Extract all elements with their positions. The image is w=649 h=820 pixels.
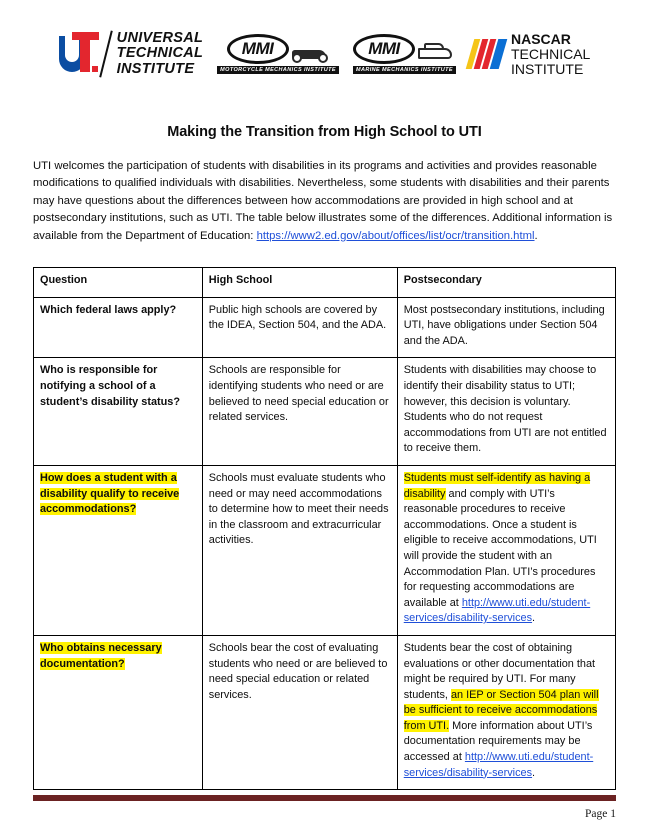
uti-logo bbox=[59, 31, 204, 78]
postsecondary-highlight: an IEP or Section 504 plan will be sufficient to receive accommodations from UTI. bbox=[403, 688, 599, 732]
column-header-question: Question bbox=[34, 268, 203, 298]
nascar-wordmark-line2: TECHNICAL bbox=[510, 45, 591, 62]
comparison-table bbox=[33, 267, 616, 790]
row-question bbox=[34, 635, 203, 789]
row-question-highlight: How does a student with a disability qualify to receive accommodations? bbox=[40, 471, 180, 516]
uti-wordmark bbox=[117, 31, 204, 78]
mmi-marine-mark: MMI bbox=[353, 34, 415, 64]
row-question-highlight: Who obtains necessary documentation? bbox=[40, 641, 162, 670]
table-row bbox=[34, 635, 616, 789]
table-header-row bbox=[34, 268, 616, 298]
uti-wordmark-line2: TECHNICAL bbox=[116, 45, 204, 62]
boat-icon bbox=[416, 42, 456, 64]
row-high-school: Schools are responsible for identifying students who need or are believed to need special education or related services. bbox=[202, 358, 397, 466]
uti-mark-icon bbox=[59, 32, 101, 76]
mmi-marine-subtitle: MARINE MECHANICS INSTITUTE bbox=[353, 66, 456, 74]
intro-paragraph bbox=[33, 158, 616, 245]
table-row bbox=[34, 465, 616, 635]
page-number: Page 1 bbox=[585, 808, 616, 820]
row-postsecondary: Most postsecondary institutions, including UTI, have obligations under Section 504 and the ADA. bbox=[397, 297, 615, 358]
postsecondary-text-post: . bbox=[532, 766, 536, 779]
row-high-school: Schools must evaluate students who need or may need accommodations to determine how to meet their needs in the classroom and extracurricular activities. bbox=[202, 465, 397, 635]
department-of-education-link[interactable]: https://www2.ed.gov/about/offices/list/ocr/transition.html bbox=[256, 229, 535, 242]
disability-services-link[interactable]: http://www.uti.edu/student-services/disability-services bbox=[403, 596, 591, 625]
uti-wordmark-line1: UNIVERSAL bbox=[116, 29, 204, 46]
uti-wordmark-line3: INSTITUTE bbox=[116, 60, 195, 77]
postsecondary-text-mid: and comply with UTI’s reasonable procedures to receive accommodations. Once a student is eligible to receive accommodations, UTI will provide the student with an Accommodation Plan. UTI’s procedures for requesting accommodations are available at bbox=[403, 487, 597, 609]
logo-strip bbox=[0, 0, 649, 96]
column-header-high-school: High School bbox=[202, 268, 397, 298]
nascar-wordmark-line3: INSTITUTE bbox=[510, 60, 584, 77]
postsecondary-highlight: Students must self-identify as having a disability bbox=[403, 471, 591, 500]
table-row bbox=[34, 358, 616, 466]
intro-text-part2: . bbox=[534, 229, 538, 242]
table-row bbox=[34, 297, 616, 358]
mmi-motorcycle-mark: MMI bbox=[227, 34, 289, 64]
postsecondary-text-pre: Students bear the cost of obtaining evaluations or other documentation that might be required by UTI. For many students, bbox=[403, 641, 596, 701]
page-body bbox=[0, 124, 649, 790]
row-high-school: Public high schools are covered by the IDEA, Section 504, and the ADA. bbox=[202, 297, 397, 358]
motorcycle-icon bbox=[290, 42, 330, 64]
disability-services-link[interactable]: http://www.uti.edu/student-services/disability-services bbox=[403, 751, 594, 779]
mmi-motorcycle-logo bbox=[217, 34, 339, 74]
mmi-marine-logo bbox=[353, 34, 456, 74]
nascar-wordmark-line1: NASCAR bbox=[510, 30, 571, 47]
nascar-logo bbox=[470, 32, 590, 77]
intro-text-part1: UTI welcomes the participation of students with disabilities in its programs and activities and provides reasonable modifications to qualified individuals with disabilities. Nevertheless, some students with disabilities and their parents may have questions about the differences between how accommodations are provided in high school and at postsecondary institutions, such as UTI. The table below illustrates some of the differences. Additional information is available from the Department of Education: bbox=[33, 160, 613, 242]
page-title: Making the Transition from High School to UTI bbox=[167, 124, 482, 140]
mmi-motorcycle-subtitle: MOTORCYCLE MECHANICS INSTITUTE bbox=[217, 66, 339, 74]
row-postsecondary bbox=[397, 635, 615, 789]
postsecondary-text-post: . bbox=[532, 612, 536, 625]
row-question bbox=[34, 465, 203, 635]
row-postsecondary bbox=[397, 465, 615, 635]
row-high-school: Schools bear the cost of evaluating students who need or are believed to need special education or related services. bbox=[202, 635, 397, 789]
row-postsecondary: Students with disabilities may choose to identify their disability status to UTI; however, this decision is voluntary. Students who do not request accommodations from UTI are not entitled to receive them. bbox=[397, 358, 615, 466]
nascar-stripes-icon bbox=[470, 39, 503, 69]
row-question: Which federal laws apply? bbox=[34, 297, 203, 358]
column-header-postsecondary: Postsecondary bbox=[397, 268, 615, 298]
row-question: Who is responsible for notifying a school of a student’s disability status? bbox=[34, 358, 203, 466]
nascar-wordmark bbox=[511, 32, 590, 77]
postsecondary-text-mid: More information about UTI’s documentation requirements may be accessed at bbox=[403, 719, 593, 764]
